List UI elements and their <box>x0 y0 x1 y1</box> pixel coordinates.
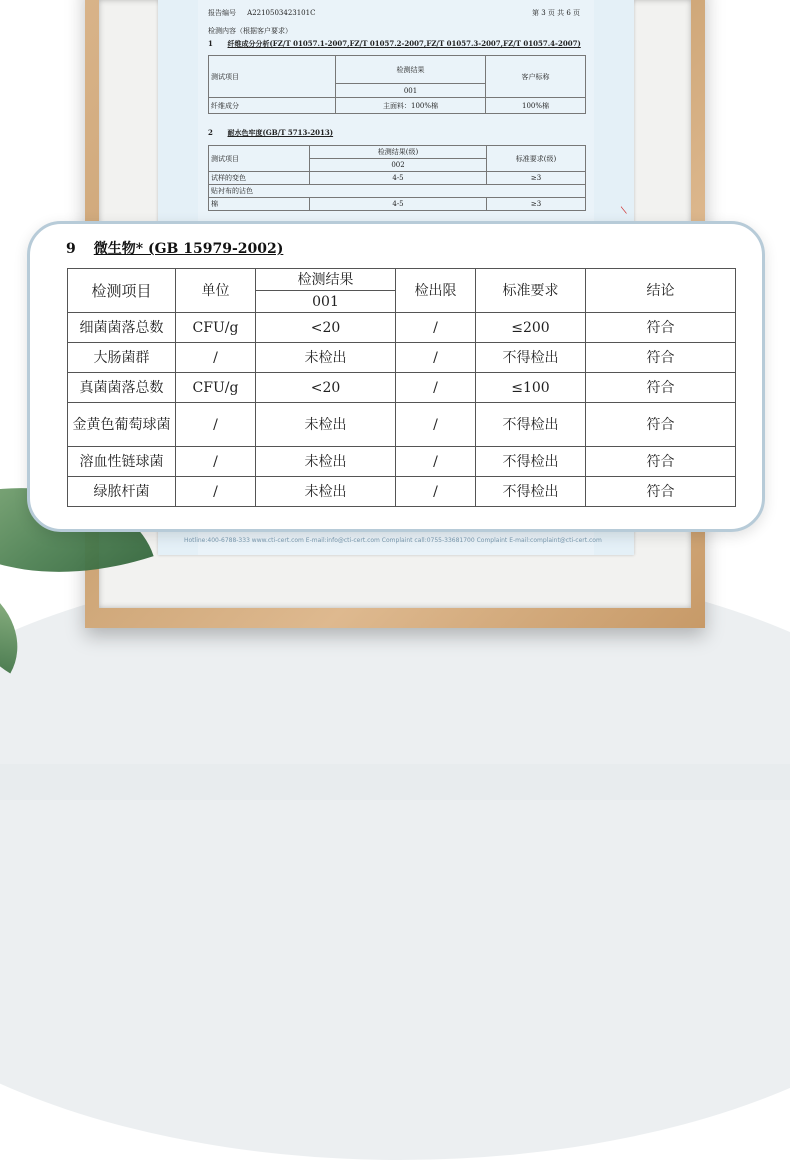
fiber-header-sample: 001 <box>336 84 486 98</box>
table-row <box>68 477 736 507</box>
micro-cell-standard: ≤200 <box>476 313 586 343</box>
cf-header-standard: 标准要求(级) <box>487 146 586 172</box>
fiber-header-result: 检测结果 <box>336 56 486 84</box>
red-stamp-mark-icon: ⁄ <box>619 207 631 214</box>
micro-cell-limit: / <box>396 373 476 403</box>
micro-cell-unit: / <box>176 477 256 507</box>
table-row <box>68 403 736 447</box>
micro-cell-conclusion: 符合 <box>586 373 736 403</box>
micro-cell-result: <20 <box>256 313 396 343</box>
microbiology-table <box>67 268 736 507</box>
table-row <box>68 447 736 477</box>
section1-title: 纤维成分分析(FZ/T 01057.1-2007,FZ/T 01057.2-2007,FZ/T 01057.3-2007,FZ/T 01057.4-2007) <box>227 39 581 48</box>
table-row <box>209 185 586 198</box>
micro-cell-conclusion: 符合 <box>586 403 736 447</box>
micro-cell-conclusion: 符合 <box>586 313 736 343</box>
micro-header-standard: 标准要求 <box>476 269 586 313</box>
section2-title: 耐水色牢度(GB/T 5713-2013) <box>227 128 334 137</box>
table-row <box>209 98 586 114</box>
micro-cell-limit: / <box>396 313 476 343</box>
micro-cell-item: 绿脓杆菌 <box>68 477 176 507</box>
microbiology-heading <box>66 238 283 258</box>
cf-row-result: 4-5 <box>310 172 487 185</box>
bottom-band <box>0 764 790 800</box>
micro-cell-item: 细菌菌落总数 <box>68 313 176 343</box>
fiber-row-result: 主面料：100%棉 <box>336 98 486 114</box>
micro-cell-item: 真菌菌落总数 <box>68 373 176 403</box>
report-number <box>208 8 315 18</box>
microbiology-section-title: 微生物* (GB 15979-2002) <box>93 241 284 257</box>
micro-cell-unit: / <box>176 447 256 477</box>
micro-header-result: 检测结果 <box>256 269 396 291</box>
micro-cell-item: 金黄色葡萄球菌 <box>68 403 176 447</box>
table-row <box>68 373 736 403</box>
micro-header-item: 检测项目 <box>68 269 176 313</box>
micro-cell-conclusion: 符合 <box>586 343 736 373</box>
fiber-header-item: 测试项目 <box>209 56 336 98</box>
micro-header-sample: 001 <box>256 291 396 313</box>
micro-cell-result: 未检出 <box>256 447 396 477</box>
micro-cell-unit: CFU/g <box>176 313 256 343</box>
micro-cell-item: 大肠菌群 <box>68 343 176 373</box>
fiber-table <box>208 55 586 114</box>
report-number-value: A2210503423101C <box>247 9 316 17</box>
micro-cell-result: <20 <box>256 373 396 403</box>
table-row <box>209 198 586 211</box>
section1-number: 1 <box>208 39 213 48</box>
micro-cell-result: 未检出 <box>256 477 396 507</box>
section2-number: 2 <box>208 128 213 137</box>
cf-header-result: 检测结果(级) <box>310 146 487 159</box>
section1-heading <box>208 39 581 49</box>
micro-cell-standard: 不得检出 <box>476 343 586 373</box>
cf-header-item: 测试项目 <box>209 146 310 172</box>
fiber-header-standard: 客户标称 <box>486 56 586 98</box>
micro-cell-standard: 不得检出 <box>476 477 586 507</box>
microbiology-callout-card <box>27 221 765 532</box>
document-footer: Hotline:400-6788-333 www.cti-cert.com E-mail:info@cti-cert.com Complaint call:0755-33681700 Complaint E-mail:complaint@cti-cert.com <box>184 537 602 544</box>
background-arc <box>0 560 790 1160</box>
micro-cell-item: 溶血性链球菌 <box>68 447 176 477</box>
page-info: 第 3 页 共 6 页 <box>532 9 581 17</box>
micro-cell-result: 未检出 <box>256 403 396 447</box>
micro-header-unit: 单位 <box>176 269 256 313</box>
cf-row-standard: ≥3 <box>487 198 586 211</box>
fiber-row-standard: 100%棉 <box>486 98 586 114</box>
test-scope: 检测内容（根据客户要求） <box>208 27 292 35</box>
micro-header-conclusion: 结论 <box>586 269 736 313</box>
colorfastness-table <box>208 145 586 211</box>
micro-cell-conclusion: 符合 <box>586 447 736 477</box>
micro-cell-standard: 不得检出 <box>476 447 586 477</box>
table-row <box>209 172 586 185</box>
micro-cell-limit: / <box>396 477 476 507</box>
micro-cell-unit: CFU/g <box>176 373 256 403</box>
micro-cell-limit: / <box>396 403 476 447</box>
micro-cell-result: 未检出 <box>256 343 396 373</box>
cf-row-item: 试样的变色 <box>209 172 310 185</box>
micro-cell-standard: 不得检出 <box>476 403 586 447</box>
cf-row-item: 贴衬布的沾色 <box>209 185 586 198</box>
cf-row-item: 棉 <box>209 198 310 211</box>
table-row <box>68 313 736 343</box>
micro-cell-limit: / <box>396 447 476 477</box>
table-row <box>68 343 736 373</box>
micro-cell-unit: / <box>176 343 256 373</box>
cf-header-sample: 002 <box>310 159 487 172</box>
micro-header-limit: 检出限 <box>396 269 476 313</box>
report-number-label: 报告编号 <box>208 9 236 17</box>
cf-row-result: 4-5 <box>310 198 487 211</box>
micro-cell-limit: / <box>396 343 476 373</box>
micro-cell-conclusion: 符合 <box>586 477 736 507</box>
section2-heading <box>208 128 333 138</box>
cf-row-standard: ≥3 <box>487 172 586 185</box>
microbiology-section-number: 9 <box>66 241 76 257</box>
micro-cell-unit: / <box>176 403 256 447</box>
micro-cell-standard: ≤100 <box>476 373 586 403</box>
fiber-row-item: 纤维成分 <box>209 98 336 114</box>
